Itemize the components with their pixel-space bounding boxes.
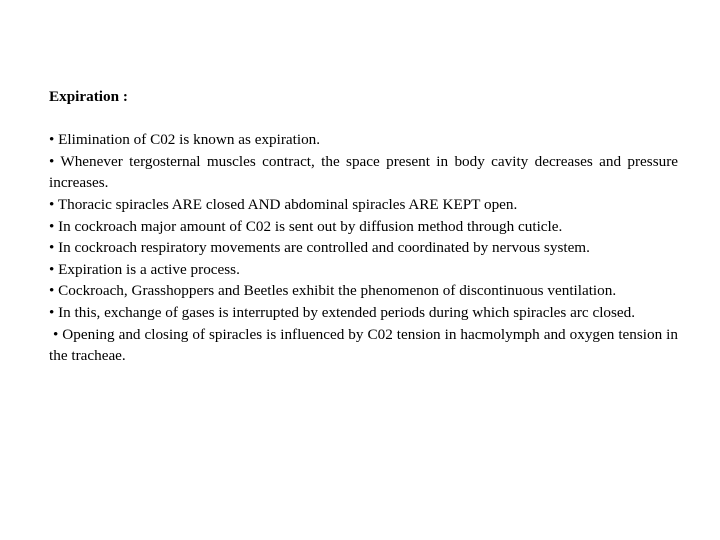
bullet-point: • Elimination of C02 is known as expiration. xyxy=(49,131,321,149)
slide-heading: Expiration : xyxy=(49,88,128,105)
bullet-point: • Cockroach, Grasshoppers and Beetles exhibit the phenomenon of discontinuous ventilation. xyxy=(49,282,617,300)
bullet-point: • In cockroach major amount of C02 is sent out by diffusion method through cuticle. xyxy=(49,217,563,235)
bullet-point: • Whenever tergosternal muscles contract, the space present in body cavity decreases and pressure increases. xyxy=(49,152,678,192)
slide-content xyxy=(49,86,678,367)
heading-spacer xyxy=(49,108,678,130)
bullet-point: • In cockroach respiratory movements are controlled and coordinated by nervous system. xyxy=(49,239,590,257)
bullet-point: • Opening and closing of spiracles is influenced by C02 tension in hacmolymph and oxygen tension in the tracheae. xyxy=(49,325,678,365)
bullet-point: • In this, exchange of gases is interrupted by extended periods during which spiracles arc closed. xyxy=(49,303,636,321)
bullet-point: • Expiration is a active process. xyxy=(49,260,240,278)
bullet-point: • Thoracic spiracles ARE closed AND abdominal spiracles ARE KEPT open. xyxy=(49,195,518,213)
